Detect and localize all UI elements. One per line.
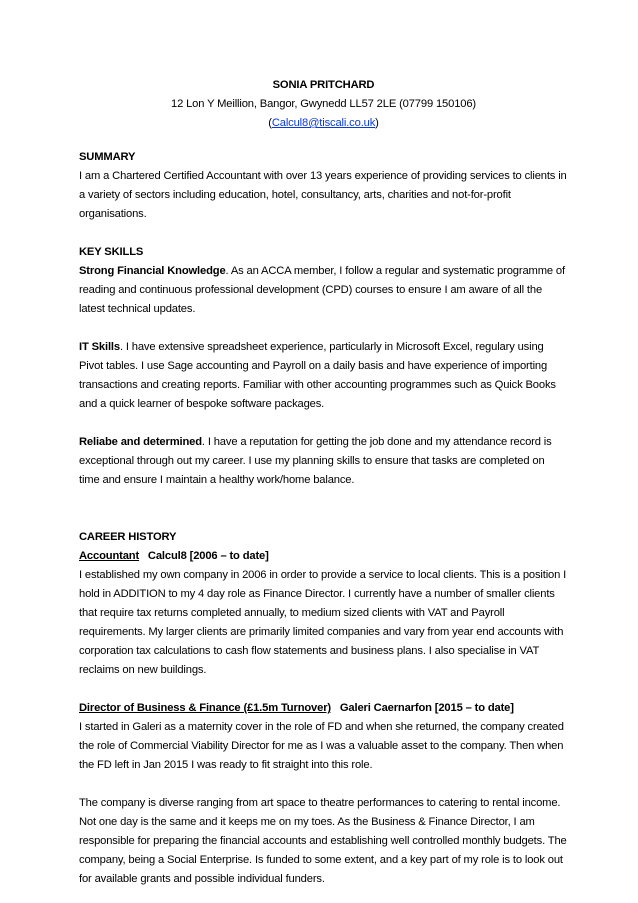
job-heading [79, 699, 568, 718]
career-history-section [79, 528, 568, 889]
job-director [79, 699, 568, 889]
job-description: I started in Galeri as a maternity cover in the role of FD and when she returned, the company created the role of Commercial Viability Director for me as I was a valuable asset to the company. Then when the FD left in Jan 2015 I was ready to fit straight into this role. [79, 721, 564, 771]
summary-section [79, 148, 568, 224]
skill-text: . I have a reputation for getting the job done and my attendance record is exceptional through out my career. I use my planning skills to ensure that tasks are completed on time and ensure I maintain a healthy work/home balance. [79, 436, 552, 486]
skill-heading: Strong Financial Knowledge [79, 265, 226, 277]
job-role: Director of Business & Finance (£1.5m Turnover) [79, 702, 331, 714]
job-accountant [79, 547, 568, 680]
candidate-address: 12 Lon Y Meillion, Bangor, Gwynedd LL57 2LE (07799 150106) [171, 98, 476, 110]
skill-item-reliable [79, 433, 568, 490]
cv-header [79, 76, 568, 133]
job-description: I established my own company in 2006 in order to provide a service to local clients. This is a position I hold in ADDITION to my 4 day role as Finance Director. I currently have a number of smaller clients that require tax returns completed annually, to medium sized clients with VAT and Payroll requirements. My larger clients are primarily limited companies and vary from year end accounts with corporation tax calculations to cash flow statements and business plans. I also specialise in VAT reclaims on new buildings. [79, 569, 567, 676]
summary-title: SUMMARY [79, 151, 136, 163]
job-employer: Calcul8 [2006 – to date] [147, 550, 269, 562]
section-spacer [79, 509, 568, 528]
skill-item-financial-knowledge [79, 262, 568, 319]
skill-heading: Reliabe and determined [79, 436, 202, 448]
job-employer: Galeri Caernarfon [2015 – to date] [339, 702, 514, 714]
summary-text: I am a Chartered Certified Accountant with over 13 years experience of providing services to clients in a variety of sectors including education, hotel, consultancy, arts, charities and not-for-profit organisations. [79, 170, 567, 220]
key-skills-section [79, 243, 568, 490]
job-description: The company is diverse ranging from art space to theatre performances to catering to rental income. Not one day is the same and it keeps me on my toes. As the Business & Finance Director, I am responsible for preparing the financial accounts and establishing well controlled monthly budgets. The company, being a Social Enterprise. Is funded to some extent, and a key part of my role is to look out for available grants and possible individual funders. [79, 797, 567, 885]
candidate-name: SONIA PRITCHARD [272, 79, 375, 91]
skill-heading: IT Skills [79, 341, 120, 353]
email-link[interactable]: Calcul8@tiscali.co.uk [271, 117, 376, 129]
email-open-paren: ( [268, 117, 272, 129]
candidate-email-line [79, 114, 568, 133]
skill-text: . I have extensive spreadsheet experience, particularly in Microsoft Excel, regulary using Pivot tables. I use Sage accounting and Payroll on a daily basis and have experience of importing transactions and creating reports. Familiar with other accounting programmes such as Quick Books and a quick learner of bespoke software packages. [79, 341, 556, 410]
skill-item-it-skills [79, 338, 568, 414]
key-skills-title: KEY SKILLS [79, 246, 144, 258]
job-heading [79, 547, 568, 566]
career-history-title: CAREER HISTORY [79, 531, 177, 543]
email-close-paren: ) [375, 117, 379, 129]
job-role: Accountant [79, 550, 140, 562]
skill-text: . As an ACCA member, I follow a regular and systematic programme of reading and continuous professional development (CPD) courses to ensure I am aware of all the latest technical updates. [79, 265, 565, 315]
